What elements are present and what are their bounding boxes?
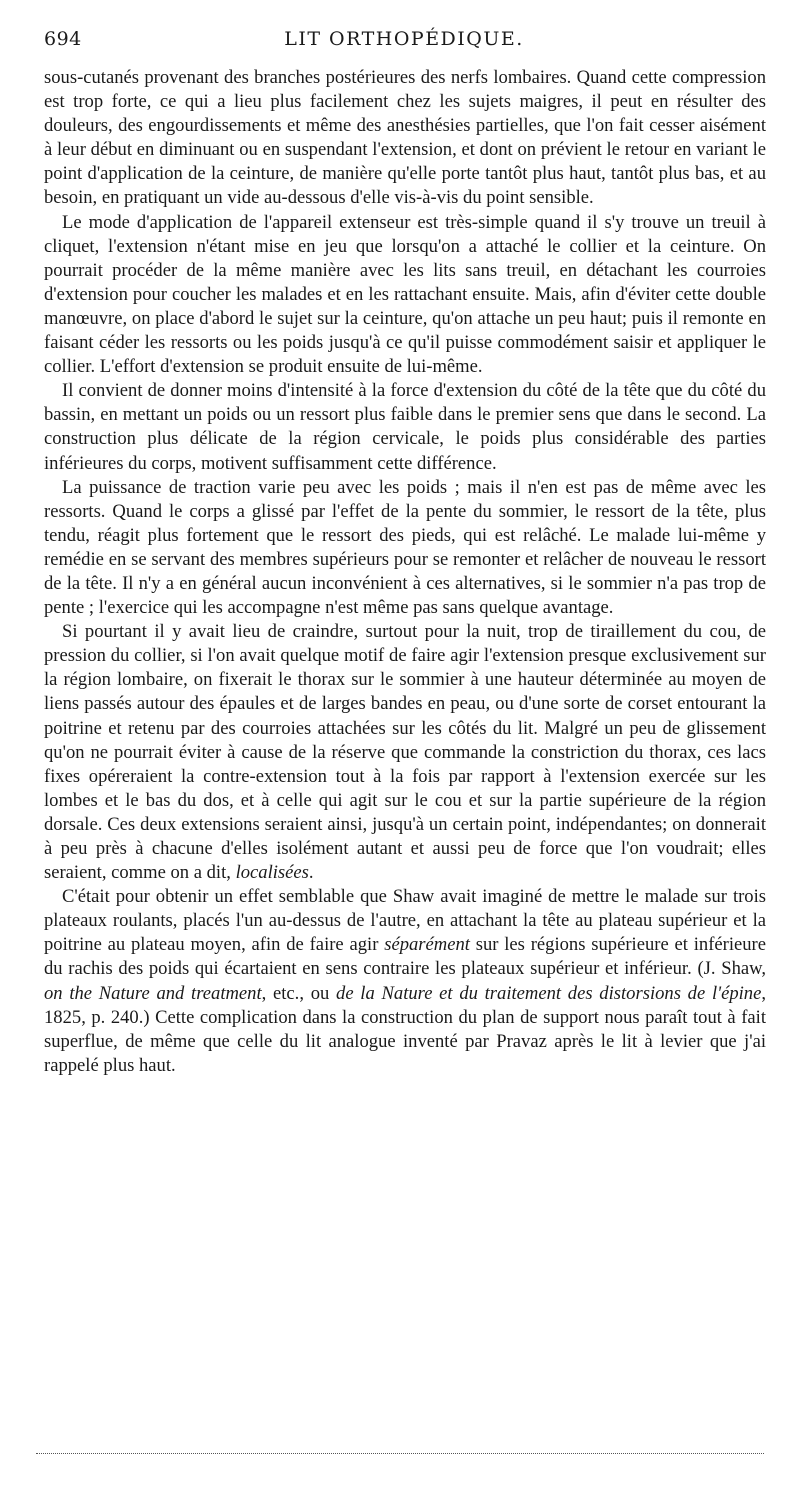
paragraph-text: , etc., ou [261, 982, 337, 1004]
paragraph-text: . [308, 862, 314, 884]
footer-dotted-rule [36, 1453, 764, 1454]
paragraph-text: sur les régions supérieure et inférieure du rachis des poids qui écartaient en sens contraire les plateaux supérieur et inférieur. (J. Shaw, [44, 934, 766, 980]
paragraph-extensor-application: Le mode d'application de l'appareil extenseur est très-simple quand il s'y trouve un treuil à cliquet, l'extension n'étant mise en jeu que lorsqu'on a attaché le collier et la ceinture. On pourrait procéder de la même manière avec les lits sans treuil, en détachant les courroies d'extension pour coucher les malades et en les rattachant ensuite. Mais, afin d'éviter cette double manœuvre, on place d'abord le sujet sur la ceinture, qu'on attache un peu haut; puis il remonte en faisant céder les ressorts ou les poids jusqu'à ce qu'il puisse commodément saisir et appliquer le collier. L'effort d'extension se produit ensuite de lui-même. [44, 211, 766, 378]
paragraph-text: Si pourtant il y avait lieu de craindre, surtout pour la nuit, trop de tiraillement du cou, de pression du collier, si l'on avait quelque motif de faire agir l'extension presque exclusivement sur la région lombaire, on fixerait le thorax sur le sommier à une hauteur déterminée au moyen de liens passés autour des épaules et de larges bandes en peau, ou d'une sorte de corset entourant la poitrine et retenu par des courroies attachées sur les côtés du lit. Malgré un peu de glissement qu'on ne pourrait éviter à cause de la réserve que commande la constriction du thorax, ces lacs fixes opéreraient la contre-extension tout à la fois par rapport à l'extension exercée sur les lombes et le bas du dos, et à celle qui agit sur le cou et sur la partie supérieure de la région dorsale. Ces deux extensions seraient ainsi, jusqu'à un certain point, indépendantes; on donnerait à peu près à chacune d'elles isolément autant et aussi peu de force que l'on voudrait; elles seraient, comme on a dit, [44, 621, 766, 884]
paragraph-shaw-plateaux [44, 885, 766, 1078]
paragraph-extension-intensity: Il convient de donner moins d'intensité à la force d'extension du côté de la tête que du côté du bassin, en mettant un poids ou un ressort plus faible dans le premier sens que dans le second. La construction plus délicate de la région cervicale, le poids plus considérable des parties inférieures du corps, motivent suffisamment cette différence. [44, 380, 766, 474]
running-head: LIT ORTHOPÉDIQUE. [284, 28, 524, 50]
paragraph-traction-power: La puissance de traction varie peu avec les poids ; mais il n'en est pas de même avec les ressorts. Quand le corps a glissé par l'effet de la pente du sommier, le ressort de la tête, plus tendu, réagit plus fortement que le ressort des pieds, qui est relâché. Le malade lui-même y remédie en se servant des membres supérieurs pour se remonter et relâcher de nouveau le ressort de la tête. Il n'y a en général aucun inconvénient à ces alternatives, si le sommier n'a pas trop de pente ; l'exercice qui les accompagne n'est même pas sans quelque avantage. [44, 476, 766, 619]
italic-term: localisées [235, 862, 309, 884]
paragraph-text: C'était pour obtenir un effet semblable que Shaw avait imaginé de mettre le malade sur trois plateaux roulants, placés l'un au-dessus de l'autre, en attachant la tête au plateau supérieur et la poitrine au plateau moyen, afin de faire agir [44, 886, 766, 956]
paragraph-continuation: sous-cutanés provenant des branches postérieures des nerfs lombaires. Quand cette compression est trop forte, ce qui a lieu plus facilement chez les sujets maigres, il peut en résulter des douleurs, des engourdissements et même des anesthésies partielles, que l'on fait cesser aisément à leur début en diminuant ou en suspendant l'extension, et dont on prévient le retour en variant le point d'application de la ceinture, de manière qu'elle porte tantôt plus haut, tantôt plus bas, et au besoin, en pratiquant un vide au-dessous d'elle vis-à-vis du point sensible. [44, 67, 766, 209]
paragraph-text: , 1825, p. 240.) Cette complication dans la construction du plan de support nous paraît tout à fait superflue, de même que celle du lit analogue inventé par Pravaz après le lit à levier que j'ai rappelé plus haut. [44, 982, 767, 1076]
page-header [44, 24, 764, 54]
italic-citation-title: de la Nature et du traitement des distorsions de l'épine [336, 982, 762, 1004]
paragraph-thorax-fixation [44, 620, 766, 885]
italic-citation-title: on the Nature and treatment [44, 982, 262, 1004]
page-number: 694 [44, 28, 82, 50]
italic-term: séparément [384, 934, 470, 956]
body-text [44, 66, 766, 1078]
